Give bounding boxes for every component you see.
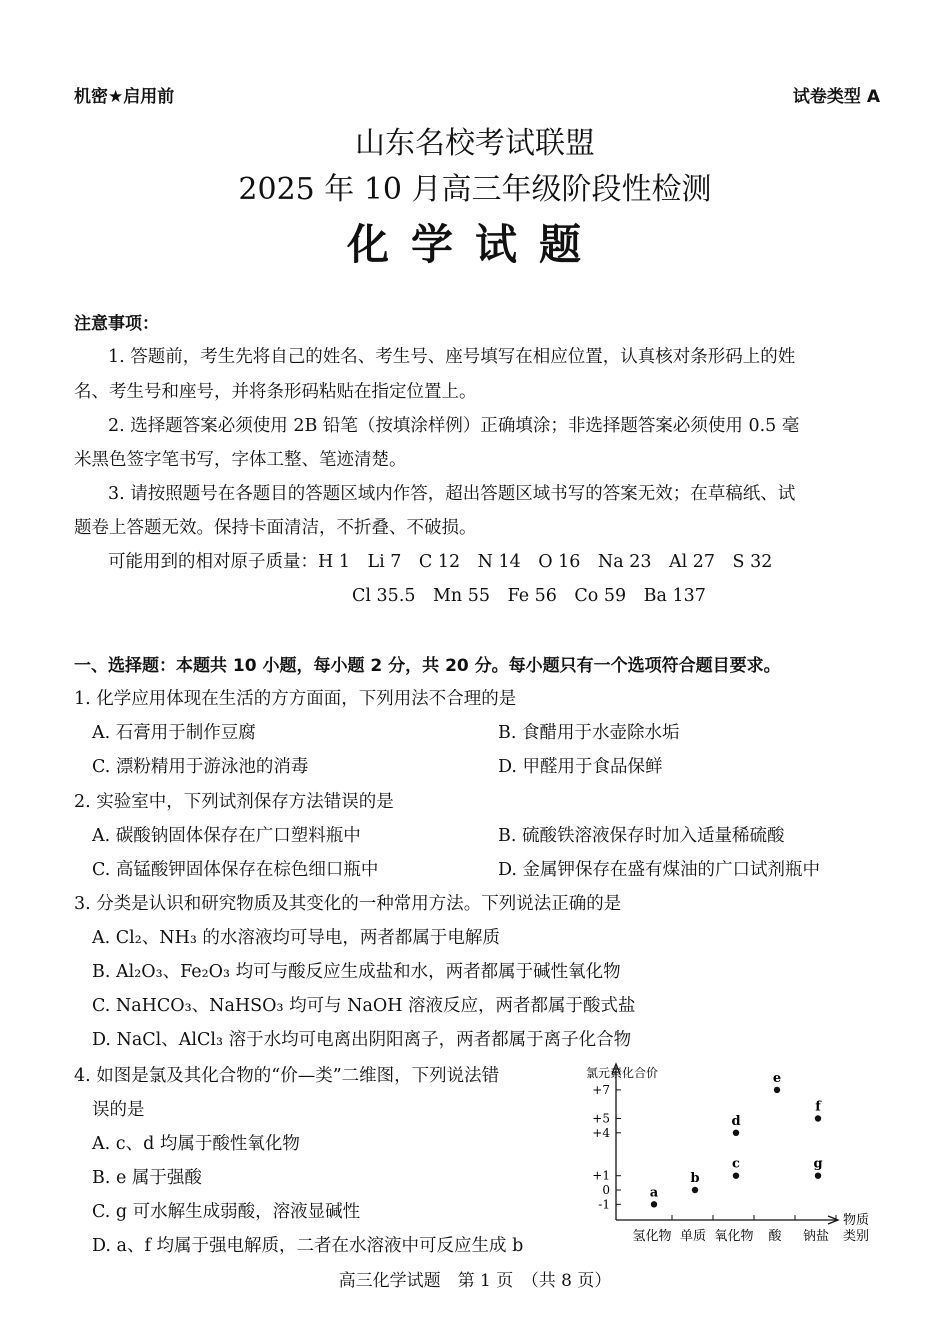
- question-3-option-d: D. NaCl、AlCl₃ 溶于水均可电离出阴阳离子，两者都属于离子化合物: [92, 1030, 632, 1050]
- atomic-masses-line-1: 可能用到的相对原子质量：H 1 Li 7 C 12 N 14 O 16 Na 23 Al 27 S 32: [108, 552, 773, 572]
- question-2-option-d: D. 金属钾保存在盛有煤油的广口试剂瓶中: [498, 860, 821, 880]
- question-2-option-a: A. 碳酸钠固体保存在广口塑料瓶中: [92, 826, 361, 846]
- valence-class-chart: [580, 1060, 880, 1250]
- notice-item-2-line-2: 米黑色签字笔书写，字体工整、笔迹清楚。: [74, 450, 407, 470]
- data-point-c: [733, 1173, 739, 1179]
- question-1-option-a: A. 石膏用于制作豆腐: [92, 723, 256, 743]
- question-4-option-c: C. g 可水解生成弱酸，溶液显碱性: [92, 1202, 361, 1222]
- question-3-stem: 3. 分类是认识和研究物质及其变化的一种常用方法。下列说法正确的是: [74, 894, 622, 914]
- question-3-option-a: A. Cl₂、NH₃ 的水溶液均可导电，两者都属于电解质: [92, 928, 500, 948]
- data-point-label-d: d: [731, 1113, 741, 1129]
- y-tick-label: +4: [592, 1125, 610, 1140]
- page-footer: 高三化学试题 第 1 页 （共 8 页）: [338, 1271, 612, 1291]
- data-point-label-e: e: [772, 1070, 782, 1086]
- x-tick-label: 酸: [768, 1229, 782, 1244]
- question-3-option-c: C. NaHCO₃、NaHSO₃ 均可与 NaOH 溶液反应，两者都属于酸式盐: [92, 996, 636, 1016]
- notice-heading: 注意事项：: [74, 314, 159, 334]
- question-4-option-a: A. c、d 均属于酸性氧化物: [92, 1134, 300, 1154]
- question-4-stem-line-2: 误的是: [92, 1100, 145, 1120]
- exam-session-title: 2025 年 10 月高三年级阶段性检测: [238, 172, 712, 207]
- question-1-stem: 1. 化学应用体现在生活的方方面面，下列用法不合理的是: [74, 689, 517, 709]
- subject-title: 化学试题: [346, 220, 603, 269]
- question-1-option-d: D. 甲醛用于食品保鲜: [498, 757, 663, 777]
- exam-alliance-title: 山东名校考试联盟: [355, 126, 595, 161]
- x-tick-label: 氢化物: [632, 1229, 672, 1244]
- data-point-a: [651, 1201, 657, 1207]
- x-axis-label-line-2: 类别: [842, 1229, 870, 1244]
- y-tick-label: +1: [592, 1168, 610, 1183]
- x-tick-label: 钠盐: [802, 1229, 830, 1244]
- data-point-f: [815, 1115, 821, 1121]
- y-axis-label: 氯元素化合价: [586, 1066, 659, 1080]
- section-1-heading: 一、选择题：本题共 10 小题，每小题 2 分，共 20 分。每小题只有一个选项符合题目要求。: [74, 656, 781, 676]
- data-point-b: [692, 1187, 698, 1193]
- question-4-option-b: B. e 属于强酸: [92, 1168, 202, 1188]
- y-tick-label: -1: [598, 1197, 610, 1212]
- notice-item-3-line-1: 3. 请按照题号在各题目的答题区域内作答，超出答题区域书写的答案无效；在草稿纸、试: [108, 484, 796, 504]
- y-tick-label: +5: [592, 1111, 610, 1126]
- paper-type-label: 试卷类型 A: [792, 87, 880, 107]
- data-point-label-a: a: [649, 1185, 659, 1201]
- data-point-label-b: b: [690, 1171, 700, 1186]
- question-4-stem-line-1: 4. 如图是氯及其化合物的“价—类”二维图，下列说法错: [74, 1066, 500, 1086]
- question-1-option-b: B. 食醋用于水壶除水垢: [498, 723, 680, 743]
- data-point-d: [733, 1130, 739, 1136]
- notice-item-2-line-1: 2. 选择题答案必须使用 2B 铅笔（按填涂样例）正确填涂；非选择题答案必须使用 0.5 毫: [108, 416, 800, 436]
- notice-item-1-line-1: 1. 答题前，考生先将自己的姓名、考生号、座号填写在相应位置，认真核对条形码上的姓: [108, 347, 796, 367]
- question-2-stem: 2. 实验室中，下列试剂保存方法错误的是: [74, 792, 394, 812]
- data-point-label-c: c: [732, 1156, 740, 1172]
- question-4-option-d: D. a、f 均属于强电解质，二者在水溶液中可反应生成 b: [92, 1236, 524, 1256]
- y-tick-label: +7: [592, 1082, 610, 1097]
- y-tick-label: 0: [602, 1183, 610, 1197]
- x-tick-label: 氧化物: [714, 1229, 754, 1244]
- data-point-label-f: f: [815, 1099, 821, 1115]
- question-3-option-b: B. Al₂O₃、Fe₂O₃ 均可与酸反应生成盐和水，两者都属于碱性氧化物: [92, 962, 621, 982]
- question-2-option-c: C. 高锰酸钾固体保存在棕色细口瓶中: [92, 860, 379, 880]
- notice-item-3-line-2: 题卷上答题无效。保持卡面清洁，不折叠、不破损。: [74, 518, 477, 538]
- question-1-option-c: C. 漂粉精用于游泳池的消毒: [92, 757, 309, 777]
- data-point-e: [774, 1087, 780, 1093]
- x-axis-label-line-1: 物质: [842, 1213, 870, 1228]
- data-point-label-g: g: [813, 1156, 823, 1172]
- data-point-g: [815, 1173, 821, 1179]
- confidential-label: 机密★启用前: [74, 87, 175, 107]
- x-tick-label: 单质: [679, 1229, 707, 1244]
- notice-item-1-line-2: 名、考生号和座号，并将条形码粘贴在指定位置上。: [74, 382, 477, 402]
- atomic-masses-line-2: Cl 35.5 Mn 55 Fe 56 Co 59 Ba 137: [352, 586, 706, 606]
- question-2-option-b: B. 硫酸铁溶液保存时加入适量稀硫酸: [498, 826, 785, 846]
